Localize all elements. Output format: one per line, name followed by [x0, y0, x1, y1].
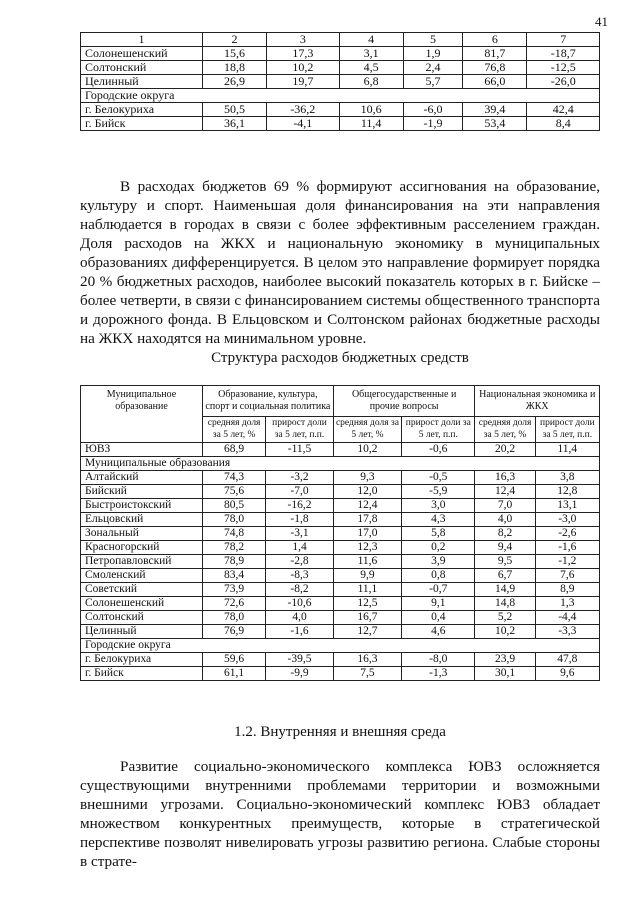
table-cell: 9,4	[475, 541, 535, 555]
table-cell: -3,2	[266, 471, 334, 485]
table-cell: 17,3	[267, 47, 340, 61]
table-cell: 4,5	[339, 61, 403, 75]
table-cell: 12,3	[333, 541, 401, 555]
row-name: Ельцовский	[81, 513, 203, 527]
table-cell: 14,9	[475, 583, 535, 597]
table-cell: -0,6	[402, 443, 475, 457]
table-cell: 7,6	[535, 569, 599, 583]
header-cell: 6	[463, 33, 527, 47]
column-header: Муниципальное образование	[81, 386, 203, 443]
table-cell: -1,6	[266, 625, 334, 639]
table-cell: 12,0	[333, 485, 401, 499]
row-name: Бийский	[81, 485, 203, 499]
table-cell: 0,8	[402, 569, 475, 583]
table-cell: 6,7	[475, 569, 535, 583]
table-row	[81, 527, 600, 541]
table-cell: 81,7	[463, 47, 527, 61]
table-row	[81, 513, 600, 527]
table-cell: 59,6	[203, 653, 266, 667]
table-cell: 17,8	[333, 513, 401, 527]
subheader-growth: прирост доли за 5 лет, п.п.	[402, 417, 475, 443]
table-cell: 1,3	[535, 597, 599, 611]
subheader-share: средняя доля за 5 лет, %	[475, 417, 535, 443]
subheader-growth: прирост доли за 5 лет, п.п.	[535, 417, 599, 443]
table-cell: 23,9	[475, 653, 535, 667]
row-name: Целинный	[81, 625, 203, 639]
table-cell: 61,1	[203, 667, 266, 681]
row-name: Зональный	[81, 527, 203, 541]
table-row	[81, 625, 600, 639]
header-cell: 2	[203, 33, 267, 47]
table-cell: 76,9	[203, 625, 266, 639]
table-cell: 11,1	[333, 583, 401, 597]
table-row	[81, 499, 600, 513]
table-cell: 19,7	[267, 75, 340, 89]
table-cell: -8,3	[266, 569, 334, 583]
table-cell: 78,2	[203, 541, 266, 555]
table-cell: 9,9	[333, 569, 401, 583]
table-cell: -7,0	[266, 485, 334, 499]
subheader-share: средняя доля за 5 лет, %	[203, 417, 266, 443]
table-cell: 18,8	[203, 61, 267, 75]
table-cell: 15,6	[203, 47, 267, 61]
table-cell: 12,4	[333, 499, 401, 513]
table-cell: 13,1	[535, 499, 599, 513]
table-cell: -39,5	[266, 653, 334, 667]
table-row	[81, 555, 600, 569]
row-name: Солонешенский	[81, 597, 203, 611]
table-cell: 78,0	[203, 513, 266, 527]
table-cell: 66,0	[463, 75, 527, 89]
table-cell: 9,6	[535, 667, 599, 681]
row-name: Красногорский	[81, 541, 203, 555]
table-cell: -2,6	[535, 527, 599, 541]
table-cell: -0,5	[402, 471, 475, 485]
table-cell: -8,0	[402, 653, 475, 667]
table-cell: 9,1	[402, 597, 475, 611]
table-cell: -1,9	[403, 117, 463, 131]
table-cell: 14,8	[475, 597, 535, 611]
body-paragraph: В расходах бюджетов 69 % формируют ассигнования на образование, культуру и спорт. Наименьшая доля финансирования на эти направления наблюдается в городах в связи с более эффективным расселением граждан. Доля расходов на ЖКХ и национальную экономику в муниципальных образованиях дифференцируется. В целом это направление формирует порядка 20 % бюджетных расходов, наиболее высокий показатель которых в г. Бийске – более четверти, в связи с финансированием системы общественного транспорта и дорожного фонда. В Ельцовском и Солтонском районах бюджетные расходы на ЖКХ находятся на минимальном уровне.	[80, 178, 600, 347]
table-cell: -2,8	[266, 555, 334, 569]
table-row	[81, 667, 600, 681]
table-cell: 5,2	[475, 611, 535, 625]
row-name: Петропавловский	[81, 555, 203, 569]
subheader-growth: прирост доли за 5 лет, п.п.	[266, 417, 334, 443]
table-cell: 72,6	[203, 597, 266, 611]
table-cell: 39,4	[463, 103, 527, 117]
table-cell: 5,7	[403, 75, 463, 89]
table-title: Структура расходов бюджетных средств	[211, 350, 469, 366]
table-cell: 10,2	[267, 61, 340, 75]
table-cell: -12,5	[527, 61, 600, 75]
table-cell: 12,5	[333, 597, 401, 611]
table-cell: -16,2	[266, 499, 334, 513]
table-cell: 12,8	[535, 485, 599, 499]
table-cell: -4,4	[535, 611, 599, 625]
table-row	[81, 653, 600, 667]
row-name: г. Бийск	[81, 667, 203, 681]
group-header: Общегосударственные и прочие вопросы	[333, 386, 475, 417]
row-name: Алтайский	[81, 471, 203, 485]
table-cell: 7,0	[475, 499, 535, 513]
group-row	[81, 639, 600, 653]
table-cell: 12,7	[333, 625, 401, 639]
table-cell: -1,6	[535, 541, 599, 555]
table-cell: 10,6	[339, 103, 403, 117]
table-cell: -3,1	[266, 527, 334, 541]
table-row	[81, 583, 600, 597]
table-cell: -1,8	[266, 513, 334, 527]
table-cell: 78,0	[203, 611, 266, 625]
group-label: Городские округа	[81, 639, 600, 653]
row-name: Солонешенский	[81, 47, 203, 61]
table-cell: 10,2	[475, 625, 535, 639]
table-cell: 12,4	[475, 485, 535, 499]
table-cell: 4,3	[402, 513, 475, 527]
header-cell: 4	[339, 33, 403, 47]
table-row	[81, 569, 600, 583]
table-cell: 10,2	[333, 443, 401, 457]
table-row	[81, 541, 600, 555]
row-name: Советский	[81, 583, 203, 597]
table-row	[81, 611, 600, 625]
table-row	[81, 471, 600, 485]
table-cell: 4,6	[402, 625, 475, 639]
table-cell: 3,1	[339, 47, 403, 61]
table-cell: 0,4	[402, 611, 475, 625]
table-cell: -1,2	[535, 555, 599, 569]
group-header: Национальная экономика и ЖКХ	[475, 386, 600, 417]
table-row	[81, 597, 600, 611]
table-cell: 2,4	[403, 61, 463, 75]
row-name: г. Белокуриха	[81, 653, 203, 667]
table-cell: 20,2	[475, 443, 535, 457]
table-cell: 3,9	[402, 555, 475, 569]
table-row	[81, 75, 600, 89]
table-cell: -3,0	[535, 513, 599, 527]
table-cell: 3,8	[535, 471, 599, 485]
table-cell: -6,0	[403, 103, 463, 117]
header-cell: 1	[81, 33, 203, 47]
table-header-row	[81, 386, 600, 417]
table-cell: 7,5	[333, 667, 401, 681]
table-cell: 74,8	[203, 527, 266, 541]
budget-structure-table	[80, 385, 600, 681]
table-cell: 8,2	[475, 527, 535, 541]
row-name: ЮВЗ	[81, 443, 203, 457]
header-cell: 7	[527, 33, 600, 47]
table-cell: 26,9	[203, 75, 267, 89]
table-row	[81, 61, 600, 75]
table-cell: -10,6	[266, 597, 334, 611]
section-heading: 1.2. Внутренняя и внешняя среда	[234, 724, 446, 740]
table-cell: -0,7	[402, 583, 475, 597]
body-paragraph: Развитие социально-экономического комплекса ЮВЗ осложняется существующими внутренними проблемами территории и возможными внешними угрозами. Социально-экономический комплекс ЮВЗ обладает множеством конкурентных преимуществ, которые в стратегической перспективе позволят нивелировать угрозы развитию региона. Слабые стороны в страте-	[80, 758, 600, 870]
header-cell: 3	[267, 33, 340, 47]
table-cell: 68,9	[203, 443, 266, 457]
table-cell: 4,0	[266, 611, 334, 625]
table-cell: 74,3	[203, 471, 266, 485]
table-cell: -5,9	[402, 485, 475, 499]
table-cell: 36,1	[203, 117, 267, 131]
row-name: г. Бийск	[81, 117, 203, 131]
table-cell: 47,8	[535, 653, 599, 667]
table-cell: 4,0	[475, 513, 535, 527]
table-cell: 50,5	[203, 103, 267, 117]
table-cell: 11,4	[535, 443, 599, 457]
group-label: Муниципальные образования	[81, 457, 600, 471]
table-cell: -11,5	[266, 443, 334, 457]
row-name: Целинный	[81, 75, 203, 89]
subheader-share: средняя доля за 5 лет, %	[333, 417, 401, 443]
table-cell: 16,3	[333, 653, 401, 667]
table-cell: 11,6	[333, 555, 401, 569]
table-cell: -18,7	[527, 47, 600, 61]
table-cell: 83,4	[203, 569, 266, 583]
table-cell: 17,0	[333, 527, 401, 541]
table-header-row	[81, 33, 600, 47]
table-cell: 6,8	[339, 75, 403, 89]
header-cell: 5	[403, 33, 463, 47]
table-cell: 80,5	[203, 499, 266, 513]
continued-table	[80, 32, 600, 131]
table-row	[81, 485, 600, 499]
table-cell: 9,5	[475, 555, 535, 569]
group-row	[81, 457, 600, 471]
table-row	[81, 117, 600, 131]
table-cell: 78,9	[203, 555, 266, 569]
table-row	[81, 103, 600, 117]
table-cell: 0,2	[402, 541, 475, 555]
table-cell: -26,0	[527, 75, 600, 89]
row-name: Солтонский	[81, 61, 203, 75]
table-cell: 53,4	[463, 117, 527, 131]
table-cell: -8,2	[266, 583, 334, 597]
row-name: г. Белокуриха	[81, 103, 203, 117]
table-cell: -36,2	[267, 103, 340, 117]
group-row	[81, 89, 600, 103]
row-name: Солтонский	[81, 611, 203, 625]
table-cell: 1,4	[266, 541, 334, 555]
table-cell: 73,9	[203, 583, 266, 597]
table-cell: 8,9	[535, 583, 599, 597]
table-cell: 16,3	[475, 471, 535, 485]
table-cell: -3,3	[535, 625, 599, 639]
table-cell: -9,9	[266, 667, 334, 681]
group-label: Городские округа	[81, 89, 600, 103]
row-name: Быстроистокский	[81, 499, 203, 513]
table-cell: 16,7	[333, 611, 401, 625]
row-name: Смоленский	[81, 569, 203, 583]
table-cell: 30,1	[475, 667, 535, 681]
table-cell: 42,4	[527, 103, 600, 117]
table-row	[81, 443, 600, 457]
table-cell: 8,4	[527, 117, 600, 131]
table-cell: 9,3	[333, 471, 401, 485]
table-cell: 76,8	[463, 61, 527, 75]
table-cell: 5,8	[402, 527, 475, 541]
table-cell: -1,3	[402, 667, 475, 681]
table-cell: 1,9	[403, 47, 463, 61]
page-number: 41	[595, 14, 608, 29]
table-row	[81, 47, 600, 61]
table-cell: 3,0	[402, 499, 475, 513]
group-header: Образование, культура, спорт и социальная политика	[203, 386, 334, 417]
table-cell: 11,4	[339, 117, 403, 131]
table-cell: 75,6	[203, 485, 266, 499]
table-cell: -4,1	[267, 117, 340, 131]
